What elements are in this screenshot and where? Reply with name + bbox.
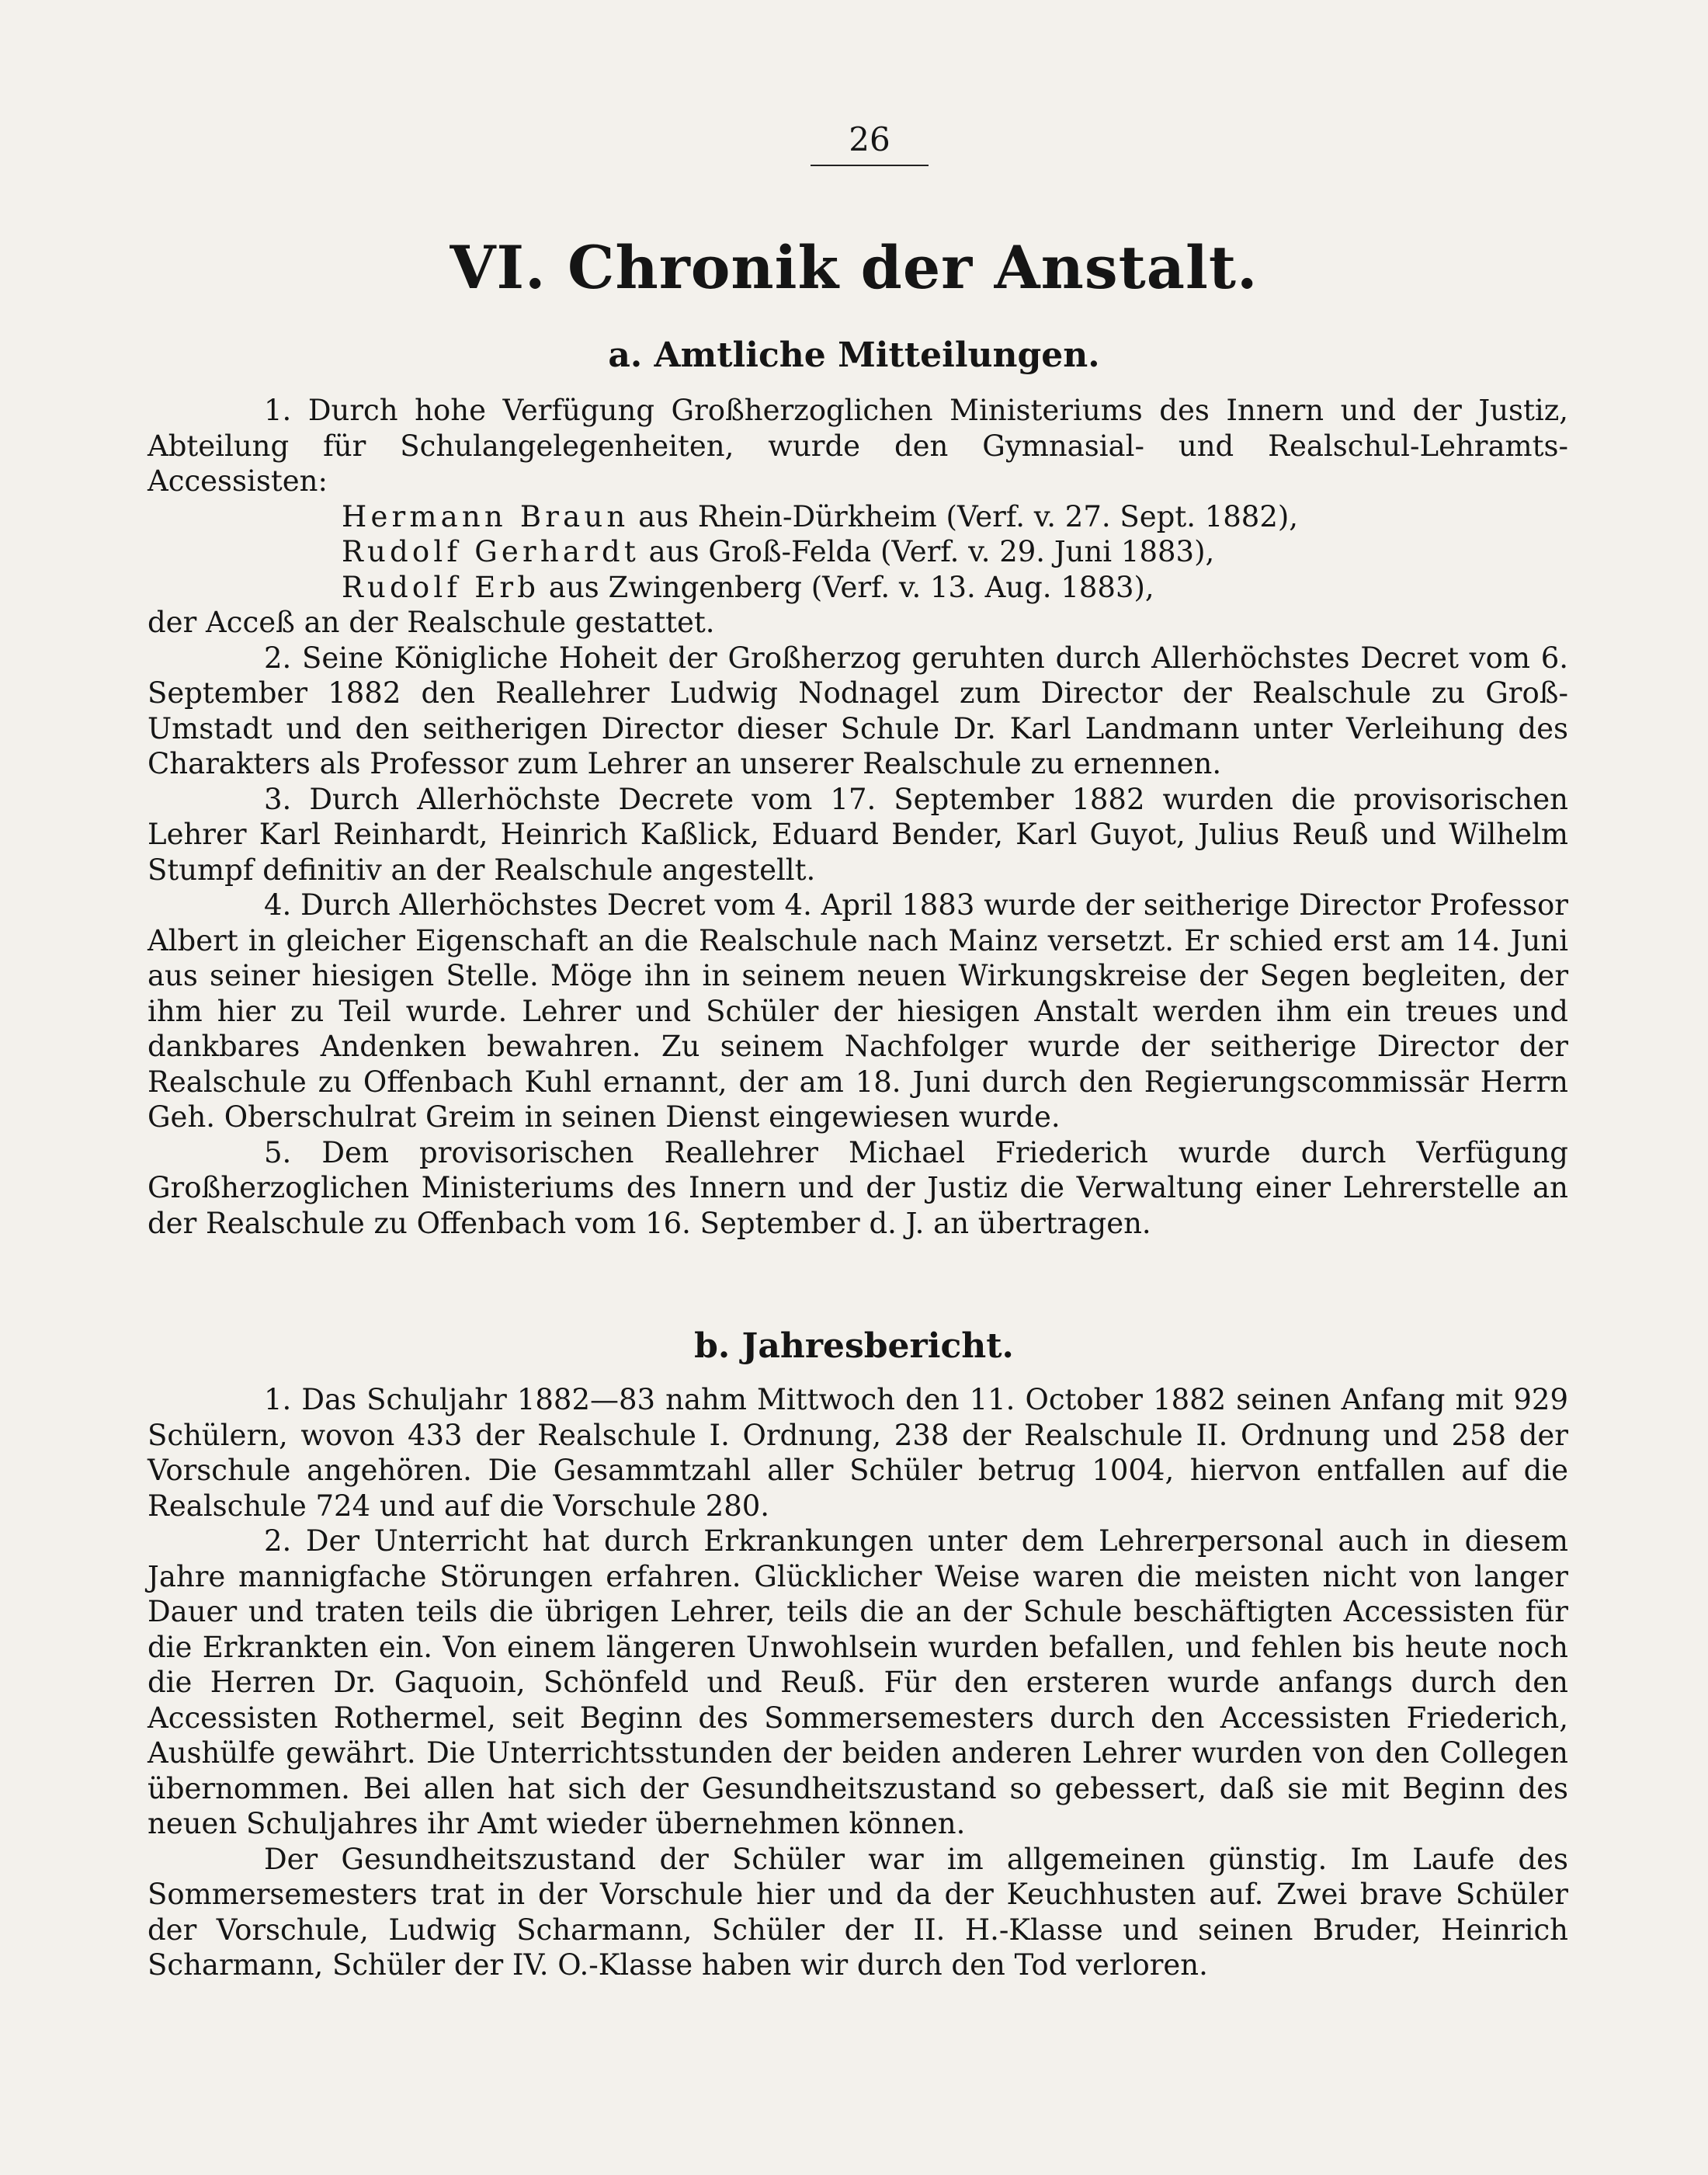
section-a-item-1-end: der Acceß an der Realschule gestattet. xyxy=(148,606,715,639)
section-a-item-1-intro: 1. Durch hohe Verfügung Großherzoglichen Ministeriums des Innern und der Justiz, Abteilung für Schulangelegenheiten, wurde den Gymnasial- und Realschul-Lehramts-Accessisten: xyxy=(148,394,1568,498)
accessist-detail: aus Rhein-Dürkheim (Verf. v. 27. Sept. 1882), xyxy=(629,499,1299,533)
accessist-list xyxy=(148,499,1568,606)
accessist-entry xyxy=(342,499,1568,535)
section-b-heading: b. Jahresbericht. xyxy=(694,1326,1014,1366)
accessist-name: Rudolf Gerhardt xyxy=(342,535,640,568)
section-a-item-2: 2. Seine Königliche Hoheit der Großherzog geruhten durch Allerhöchstes Decret vom 6. September 1882 den Reallehrer Ludwig Nodnagel zum Director der Realschule zu Groß-Umstadt und den seitherigen Director dieser Schule Dr. Karl Landmann unter Verleihung des Charakters als Professor zum Lehrer an unserer Realschule zu ernennen. xyxy=(148,641,1568,780)
section-a-item-4: 4. Durch Allerhöchstes Decret vom 4. April 1883 wurde der seitherige Director Professor Albert in gleicher Eigenschaft an die Realschule nach Mainz versetzt. Er schied erst am 14. Juni aus seiner hiesigen Stelle. Möge ihn in seinem neuen Wirkungskreise der Segen begleiten, der ihm hier zu Teil wurde. Lehrer und Schüler der hiesigen Anstalt werden ihm ein treues und dankbares Andenken bewahren. Zu seinem Nachfolger wurde der seitherige Director der Realschule zu Offenbach Kuhl ernannt, der am 18. Juni durch den Regierungscommissär Herrn Geh. Oberschulrat Greim in seinen Dienst eingewiesen wurde. xyxy=(148,888,1568,1134)
page-number-rule xyxy=(811,165,929,166)
section-b-item-2: 2. Der Unterricht hat durch Erkrankungen unter dem Lehrerpersonal auch in diesem Jahre mannigfache Störungen erfahren. Glücklicher Weise waren die meisten nicht von langer Dauer und traten teils die übrigen Lehrer, teils die an der Schule beschäftigten Accessisten für die Erkrankten ein. Von einem längeren Unwohlsein wurden befallen, und fehlen bis heute noch die Herren Dr. Gaquoin, Schönfeld und Reuß. Für den ersteren wurde anfangs durch den Accessisten Rothermel, seit Beginn des Sommersemesters durch den Accessisten Friederich, Aushülfe gewährt. Die Unterrichtsstunden der beiden anderen Lehrer wurden von den Collegen übernommen. Bei allen hat sich der Gesundheitszustand so gebessert, daß sie mit Beginn des neuen Schuljahres ihr Amt wieder übernehmen können. xyxy=(148,1524,1568,1840)
section-a-item-3: 3. Durch Allerhöchste Decrete vom 17. September 1882 wurden die provisorischen Lehrer Karl Reinhardt, Heinrich Kaßlick, Eduard Bender, Karl Guyot, Julius Reuß und Wilhelm Stumpf definitiv an der Realschule angestellt. xyxy=(148,782,1568,887)
accessist-name: Hermann Braun xyxy=(342,499,630,533)
accessist-detail: aus Zwingenberg (Verf. v. 13. Aug. 1883), xyxy=(540,570,1154,604)
accessist-entry xyxy=(342,534,1568,570)
section-b-health-paragraph: Der Gesundheitszustand der Schüler war im allgemeinen günstig. Im Laufe des Sommersemesters trat in der Vorschule hier und da der Keuchhusten auf. Zwei brave Schüler der Vorschule, Ludwig Scharmann, Schüler der II. H.-Klasse und seinen Bruder, Heinrich Scharmann, Schüler der IV. O.-Klasse haben wir durch den Tod verloren. xyxy=(148,1842,1568,1982)
section-a-item-5: 5. Dem provisorischen Reallehrer Michael Friederich wurde durch Verfügung Großherzoglichen Ministeriums des Innern und der Justiz die Verwaltung einer Lehrerstelle an der Realschule zu Offenbach vom 16. September d. J. an übertragen. xyxy=(148,1135,1568,1240)
section-b-item-1: 1. Das Schuljahr 1882—83 nahm Mittwoch den 11. October 1882 seinen Anfang mit 929 Schülern, wovon 433 der Realschule I. Ordnung, 238 der Realschule II. Ordnung und 258 der Vorschule angehören. Die Gesammtzahl aller Schüler betrug 1004, hiervon entfallen auf die Realschule 724 und auf die Vorschule 280. xyxy=(148,1383,1568,1523)
section-a-heading: a. Amtliche Mitteilungen. xyxy=(608,335,1100,375)
accessist-detail: aus Groß-Felda (Verf. v. 29. Juni 1883), xyxy=(639,535,1215,568)
accessist-entry xyxy=(342,570,1568,606)
section-a-body xyxy=(148,393,1568,1241)
accessist-name: Rudolf Erb xyxy=(342,570,540,604)
section-b-body xyxy=(148,1382,1568,1983)
page-number: 26 xyxy=(849,120,890,158)
chapter-title: VI. Chronik der Anstalt. xyxy=(450,233,1258,302)
